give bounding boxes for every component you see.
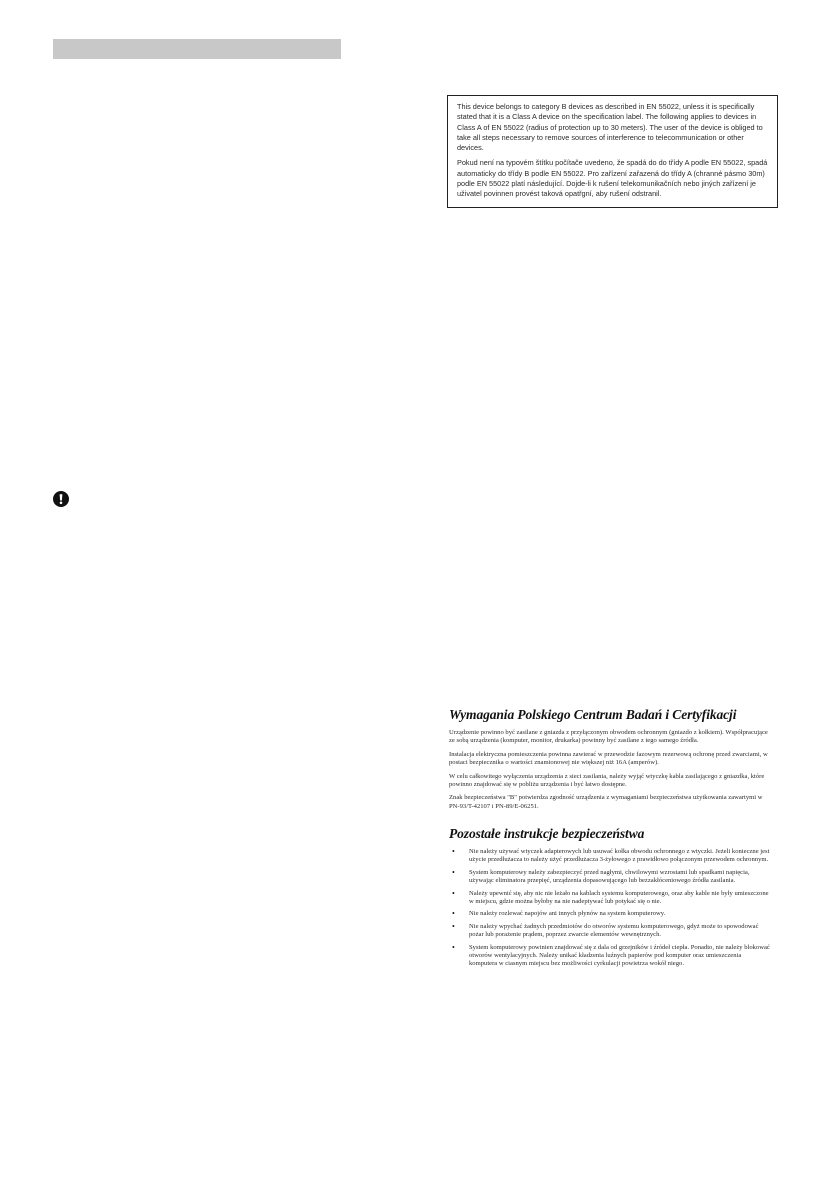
list-item — [449, 910, 771, 918]
emc-notice-box — [447, 95, 778, 208]
polish-certification-title: Wymagania Polskiego Centrum Badań i Certyfikacji — [449, 707, 737, 722]
list-item-text: Nie należy wpychać żadnych przedmiotów do otworów systemu komputerowego, gdyż może to spowodować pożar lub porażenie prądem, poprzez zwarcie elementów wewnętrznych. — [469, 922, 759, 939]
list-item — [449, 944, 771, 969]
bullet-icon: • — [452, 847, 455, 856]
safety-bullet-list — [449, 848, 771, 969]
paragraph: Instalacja elektryczna pomieszczenia powinna zawierać w przewodzie fazowym rezerwową ochronę przed zwarciami, w postaci bezpiecznika o wartości znamionowej nie większej niż 16A (amperów). — [449, 750, 768, 767]
exclamation-circle-icon — [53, 491, 69, 507]
other-safety-title: Pozostałe instrukcje bezpieczeństwa — [449, 826, 645, 841]
list-item-text: Nie należy rozlewać napojów ani innych płynów na system komputerowy. — [469, 910, 666, 918]
bullet-icon: • — [452, 888, 455, 898]
list-item — [449, 869, 771, 886]
list-item — [449, 848, 771, 865]
bullet-icon: • — [452, 942, 455, 952]
paragraph: Urządzenie powinno być zasilane z gniazda z przyłączonym obwodem ochronnym (gniazdo z kołkiem). Współpracujące ze sobą urządzenia (komputer, monitor, drukarka) powinny być zasilane z tego samego źródła. — [449, 729, 768, 745]
emc-notice-czech: Pokud není na typovém štítku počítače uvedeno, že spadá do do třídy A podle EN 55022, spadá automaticky do třídy B podle EN 55022. Pro zařízení zařazená do třídy A (chranné pásmo 30m) podle EN 55022 platí následující. Dojde-li k rušení telekomunikačních nebo jiných zařízení je uživatel povinnen provést taková opatřgní, aby rušení odstranil. — [457, 158, 768, 199]
other-safety-section — [449, 826, 771, 973]
list-item — [449, 890, 771, 907]
bullet-icon: • — [452, 921, 455, 931]
list-item-text: Należy upewnić się, aby nic nie leżało na kablach systemu komputerowego, oraz aby kable nie były umieszczone w miejscu, gdzie można byłoby na nie nadeptywać lub potykać się o nie. — [469, 889, 769, 906]
list-item — [449, 923, 771, 940]
emc-notice-english: This device belongs to category B devices as described in EN 55022, unless it is specifically stated that it is a Class A device on the specification label. The following applies to devices in Class A of EN 55022 (radius of protection up to 30 meters). The user of the device is obliged to take all steps necessary to remove sources of interference to telecommunication or other devices. — [457, 102, 763, 153]
list-item-text: System komputerowy powinien znajdować się z dala od grzejników i źródeł ciepła. Ponadto, nie należy blokować otworów wentylacyjnych. Należy unikać kładzenia luźnych papierów pod komputer oraz umieszczenia komputera w ciasnym miejscu bez możliwości cyrkulacji powietrza wokół niego. — [469, 943, 770, 968]
list-item-text: Nie należy używać wtyczek adapterowych lub usuwać kołka obwodu ochronnego z wtyczki. Jeżeli konieczne jest użycie przedłużacza to należy użyć przedłużacza 3-żyłowego z prawidłowo połączonym przewodem ochronnym. — [469, 848, 770, 864]
bullet-icon: • — [452, 867, 455, 877]
list-item-text: System komputerowy należy zabezpieczyć przed nagłymi, chwilowymi wzrostami lub spadkami napięcia, używając eliminatora przepięć, urządzenia dopasowującego lub bezzakłóceniowego źródła zasilania. — [469, 868, 750, 885]
paragraph: W celu całkowitego wyłączenia urządzenia z sieci zasilania, należy wyjąć wtyczkę kabla zasilającego z gniazdka, które powinno znajdować się w pobliżu urządzenia i być łatwo dostępne. — [449, 772, 765, 789]
polish-certification-section — [449, 707, 771, 816]
section-header-bar — [53, 39, 341, 59]
bullet-icon: • — [452, 909, 455, 919]
paragraph: Znak bezpieczeństwa "B" potwierdza zgodność urządzenia z wymaganiami bezpieczeństwa użytkowania zawartymi w PN-93/T-42107 i PN-89/E-06251. — [449, 794, 763, 810]
